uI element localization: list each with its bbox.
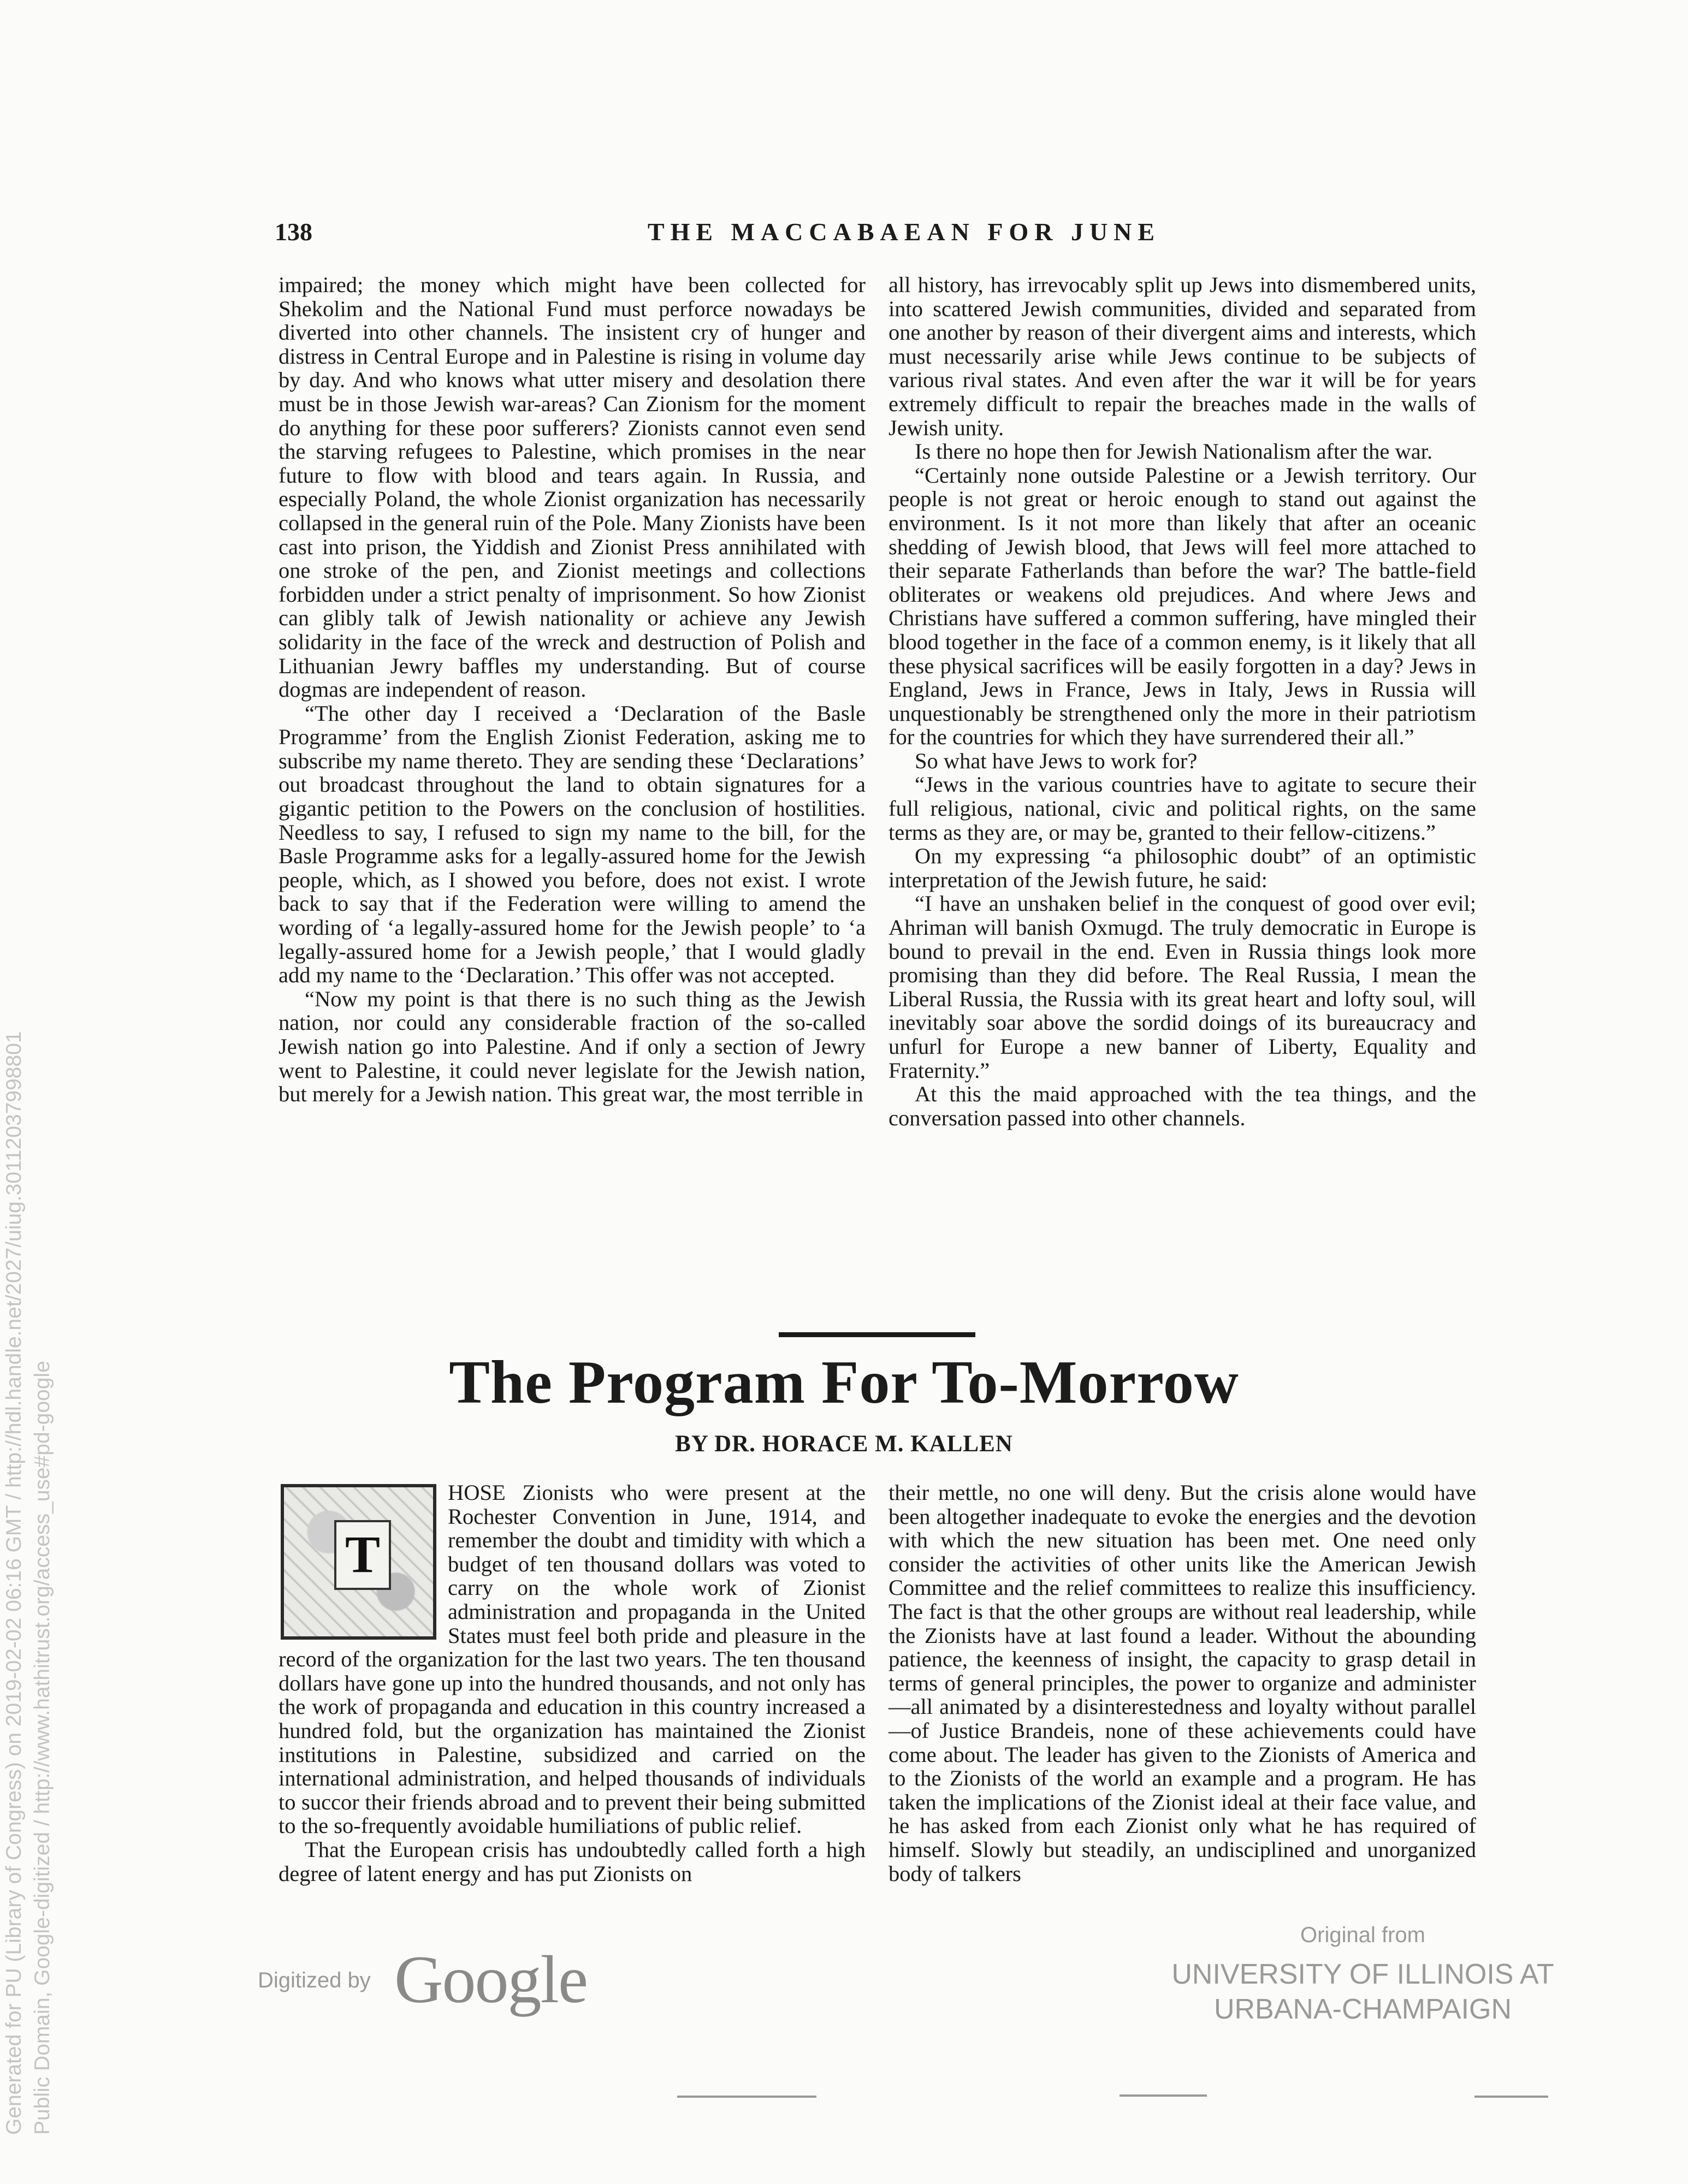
scan-artifact bbox=[1474, 2096, 1548, 2098]
paragraph: “Jews in the various countries have to agitate to secure their full religious, national, civic and political rights, on the same terms as they are, or may be, granted to their fellow-citizens.” bbox=[889, 772, 1476, 845]
article-right-column bbox=[889, 1481, 1476, 1885]
paragraph: At this the maid approached with the tea things, and the conversation passed into other channels. bbox=[889, 1082, 1476, 1130]
digitized-by-label: Digitized by bbox=[258, 1968, 371, 1992]
scan-artifact bbox=[1120, 2094, 1207, 2097]
paragraph: “Certainly none outside Palestine or a Jewish territory. Our people is not great or heroic enough to stand out against the environment. Is it not more than likely that after an oceanic shedding of Jewish blood, that Jews will feel more attached to their separate Fatherlands than before the war? The battle-field obliterates or weakens old prejudices. And where Jews and Christians have suffered a common suffering, have mingled their blood together in the face of a common enemy, is it likely that all these physical sacrifices will be easily forgotten in a day? Jews in England, Jews in France, Jews in Italy, Jews in Russia will unquestionably be strengthened only the more in their patriotism for the countries for which they have surrendered their all.” bbox=[889, 462, 1476, 750]
paragraph: their mettle, no one will deny. But the crisis alone would have been altogether inadequate to evoke the energies and the devotion with which the new situation has been met. One need only consider the activities of other units like the American Jewish Committee and the relief committees to realize this insufficiency. The fact is that the other groups are without real leadership, while the Zionists have at last found a leader. Without the abounding patience, the keenness of insight, the capacity to grasp detail in terms of general principles, the power to organize and administer—all animated by a disinterestedness and loyalty without parallel—of Justice Brandeis, none of these achievements could have come about. The leader has given to the Zionists of America and to the Zionists of the world an example and a program. He has taken the implications of the Zionist ideal at their face value, and he has asked from each Zionist only what he has required of himself. Slowly but steadily, an undisciplined and unorganized body of talkers bbox=[889, 1480, 1476, 1886]
paragraph: impaired; the money which might have been collected for Shekolim and the National Fund must perforce nowadays be diverted into other channels. The insistent cry of hunger and distress in Central Europe and in Palestine is rising in volume day by day. And who knows what utter misery and desolation there must be in those Jewish war-areas? Can Zionism for the moment do anything for these poor sufferers? Zionists cannot even send the starving refugees to Palestine, which promises in the near future to flow with blood and tears again. In Russia, and especially Poland, the whole Zionist organization has necessarily collapsed in the general ruin of the Pole. Many Zionists have been cast into prison, the Yiddish and Zionist Press annihilated with one stroke of the pen, and Zionist meetings and collections forbidden under a strict penalty of imprisonment. So how Zionist can glibly talk of Jewish nationality or achieve any Jewish solidarity in the face of the wreck and destruction of Polish and Lithuanian Jewry baffles my understanding. But of course dogmas are independent of reason. bbox=[279, 272, 866, 702]
paragraph: So what have Jews to work for? bbox=[915, 748, 1198, 773]
top-left-column bbox=[279, 273, 866, 1106]
article-left-column bbox=[279, 1481, 866, 1885]
paragraph: On my expressing “a philosophic doubt” of an optimistic interpretation of the Jewish future, he said: bbox=[889, 844, 1476, 892]
watermark-line: Public Domain, Google-digitized / http://www.hathitrust.org/access_use#pd-google bbox=[31, 1361, 54, 2135]
drop-cap-letter: T bbox=[334, 1520, 391, 1590]
google-logo: Google bbox=[394, 1942, 588, 2017]
original-from-label: Original from bbox=[1300, 1923, 1425, 1947]
paragraph: “Now my point is that there is no such thing as the Jewish nation, nor could any considerable fraction of the so-called Jewish nation go into Palestine. And if only a section of Jewry went to Palestine, it could never legislate for the Jewish nation, but merely for a Jewish nation. This great war, the most terrible in bbox=[279, 986, 866, 1107]
article-byline: BY DR. HORACE M. KALLEN bbox=[675, 1431, 1013, 1457]
paragraph: Is there no hope then for Jewish Nationalism after the war. bbox=[915, 439, 1433, 464]
top-right-column bbox=[889, 273, 1476, 1130]
paragraph: “I have an unshaken belief in the conquest of good over evil; Ahriman will banish Oxmugd. The truly democratic in Europe is bound to prevail in the end. Even in Russia things look more promising than they did before. The Real Russia, I mean the Liberal Russia, the Russia with its great heart and lofty soul, will inevitably soar above the sordid doings of its bureaucracy and unfurl for Europe a new banner of Liberty, Equality and Fraternity.” bbox=[889, 891, 1476, 1083]
article-title: The Program For To-Morrow bbox=[449, 1349, 1239, 1416]
running-head: THE MACCABAEAN FOR JUNE bbox=[647, 218, 1161, 246]
page-number: 1​38 bbox=[275, 218, 312, 246]
paragraph: “The other day I received a ‘Declaration of the Basle Programme’ from the English Zionist Federation, asking me to subscribe my name thereto. They are sending these ‘Declarations’ out broadcast throughout the land to obtain signatures for a gigantic petition to the Powers on the conclusion of hostilities. Needless to say, I refused to sign my name to the bill, for the Basle Programme asks for a legally-assured home for the Jewish people, which, as I showed you before, does not exist. I wrote back to say that if the Federation were willing to amend the wording of ‘a legally-assured home for the Jewish people’ to ‘a legally-assured home for a Jewish people,’ that I would gladly add my name to the ‘Declaration.’ This offer was not accepted. bbox=[279, 701, 866, 988]
paragraph: HOSE Zionists who were present at the Rochester Convention in June, 1914, and remember the doubt and timidity with which a budget of ten thousand dollars was voted to carry on the whole work of Zionist administration and propaganda in the United States must feel both pride and pleasure in the record of the organization for the last two years. The ten thousand dollars have gone up into the hundred thousands, and not only has the work of propaganda and education in this country increased a hundred fold, but the organization has maintained the Zionist institutions in Palestine, subsidized and carried on the international administration, and helped thousands of individuals to succor their friends abroad and to prevent their being submitted to the so-frequently avoidable humiliations of public relief. bbox=[279, 1480, 866, 1838]
university-name: UNIVERSITY OF ILLINOIS AT bbox=[1171, 1959, 1554, 1990]
paragraph: all history, has irrevocably split up Jews into dismembered units, into scattered Jewish communities, divided and separated from one another by reason of their divergent aims and interests, which must necessarily arise while Jews continue to be subjects of various rival states. And even after the war it will be for years extremely difficult to repair the breaches made in the walls of Jewish unity. bbox=[889, 272, 1476, 440]
scan-artifact bbox=[677, 2096, 816, 2098]
university-campus: URBANA-CHAMPAIGN bbox=[1213, 1993, 1512, 2025]
section-divider bbox=[779, 1332, 975, 1337]
side-watermark bbox=[0, 1031, 57, 2184]
paragraph: That the European crisis has undoubtedly called forth a high degree of latent energy and has put Zionists on bbox=[279, 1837, 866, 1886]
watermark-line: Generated for PU (Library of Congress) on 2019-02-02 06:16 GMT / http://hdl.handle.net/2027/uiug.30112037998801 bbox=[2, 1031, 26, 2135]
